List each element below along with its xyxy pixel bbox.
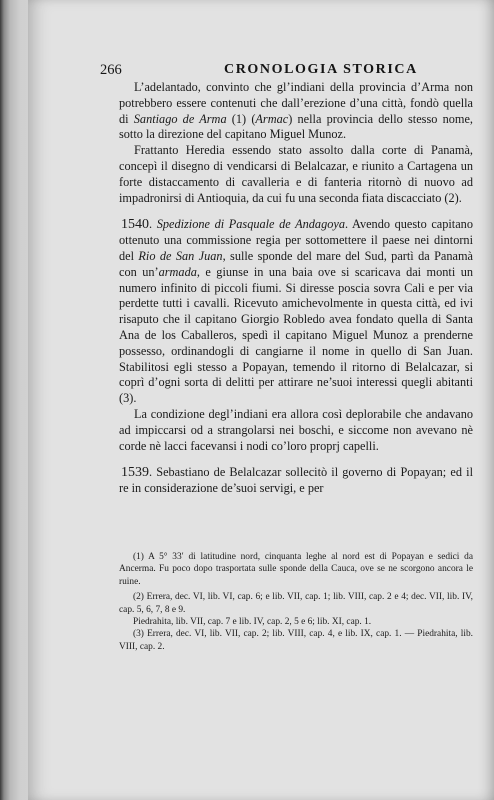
paragraph-text: ) nella provincia dello stesso nome, sotto la direzione del capitano Miguel Munoz. (119, 111, 473, 142)
main-text (119, 80, 473, 497)
paragraph-text: (1) ( (226, 111, 256, 126)
paragraph-santiago-de-arma (119, 80, 473, 143)
footnote-2-continued: Piedrahita, lib. VII, cap. 7 e lib. IV, cap. 2, 5 e 6; lib. XI, cap. 1. (133, 617, 372, 628)
page-header (100, 62, 472, 80)
paragraph-text: Sebastiano de Belalcazar sollecitò il governo di Popayan; ed il re in considerazione de’suoi servigi, e per (119, 465, 473, 496)
entry-title: Spedizione di Pasquale de Andagoya (156, 217, 345, 232)
footnote-2: (2) Errera, dec. VI, lib. VI, cap. 6; e lib. VII, cap. 1; lib. VIII, cap. 2 e 4; dec. VII, lib. IV, cap. 5, 6, 7, 8 e 9. (119, 592, 473, 615)
paragraph-heredia: Frattanto Heredia essendo stato assolto dalla corte di Panamà, concepì il disegno di vendicarsi di Belalcazar, e riunito a Cartagena un forte distaccamento di cavalleria e di fanteria ritornò di nuovo ad impadronirsi di Antioquia, da cui fu una seconda fiata discacciato (2). (119, 143, 473, 205)
paragraph-text: , e giunse in una baia ove si scaricava dai monti un numero infinito di piccoli fiumi. Si diresse poscia sovra Cali e per via perdette tutti i cavalli. Ricevuto amichevolmente in questa città, ed ivi risaputo che il capitano Giorgio Robledo avea fondato quella di Santa Ana de los Caballeros, spedì il capitano Miguel Munoz a prenderne possesso, ordinandogli di cangiarne il nome in quello di San Juan. Stabilitosi egli stesso a Popayan, temendo il ritorno di Belalcazar, si coprì d’ogni sorta di delitti per attirare ne’suoi interessi quegli abitanti (3). (119, 264, 473, 406)
year-label: 1539 (121, 465, 149, 481)
footnote-3: (3) Errera, dec. VI, lib. VII, cap. 2; lib. VIII, cap. 4, e lib. IX, cap. 1. — Piedrahita, lib. VIII, cap. 2. (119, 629, 473, 652)
italic-place-name: Rio de San Juan (138, 248, 223, 263)
footnote-1: (1) A 5° 33′ di latitudine nord, cinquanta leghe al nord est di Popayan e sedici da Ancerma. Fu poco dopo trasportata sulle sponde della Cauca, ove se ne scorgono ancora le ruine. (119, 552, 473, 587)
paragraph-text: , sulle sponde del mare del Sud, partì da Panamà con un’ (119, 248, 473, 279)
year-label: 1540 (121, 217, 149, 233)
page-number: 266 (100, 62, 122, 78)
italic-place-name: Armac (255, 111, 289, 126)
italic-place-name: Santiago de Arma (133, 111, 227, 126)
italic-word: armada (158, 264, 197, 279)
entry-1539: 1539. Sebastiano de Belalcazar sollecitò il governo di Popayan; ed il re in considerazione de’suoi servigi, e per (119, 465, 473, 496)
footnotes (119, 551, 473, 653)
paragraph-text: Avendo questo capitano ottenuto una commissione regia per sottomettere il paese nei dintorni del (119, 217, 473, 263)
entry-1540: 1540. Spedizione di Pasquale de Andagoya. Avendo questo capitano ottenuto una commissione regia per sottomettere il paese nei dintorni del Rio de San Juan, sulle sponde del mare del Sud, partì da Panamà con un’armada, e giunse in una baia ove si scaricava dai monti un numero infinito di piccoli fiumi. Si diresse poscia sovra Cali e per via perdette tutti i cavalli. Ricevuto amichevolmente in questa città, ed ivi risaputo che il capitano Giorgio Robledo avea fondato quella di Santa Ana de los Caballeros, spedì il capitano Miguel Munoz a prenderne possesso, ordinandogli di cangiarne il nome in quello di San Juan. Stabilitosi egli stesso a Popayan, temendo il ritorno di Belalcazar, si coprì d’ogni sorta di delitti per attirare ne’suoi interessi quegli abitanti (3). (119, 217, 473, 406)
paragraph-text: L’adelantado, convinto che gl’indiani della provincia d’Arma non potrebbero essere contenuti che dall’erezione d’una città, fondò quella di (119, 80, 473, 126)
paragraph-indiani: La condizione degl’indiani era allora così deplorabile che andavano ad impiccarsi od a strangolarsi nei boschi, e siccome non avevano nè corde nè lacci facevansi i nodi co’loro proprj capelli. (119, 406, 473, 453)
running-title: CRONOLOGIA STORICA (224, 62, 418, 77)
